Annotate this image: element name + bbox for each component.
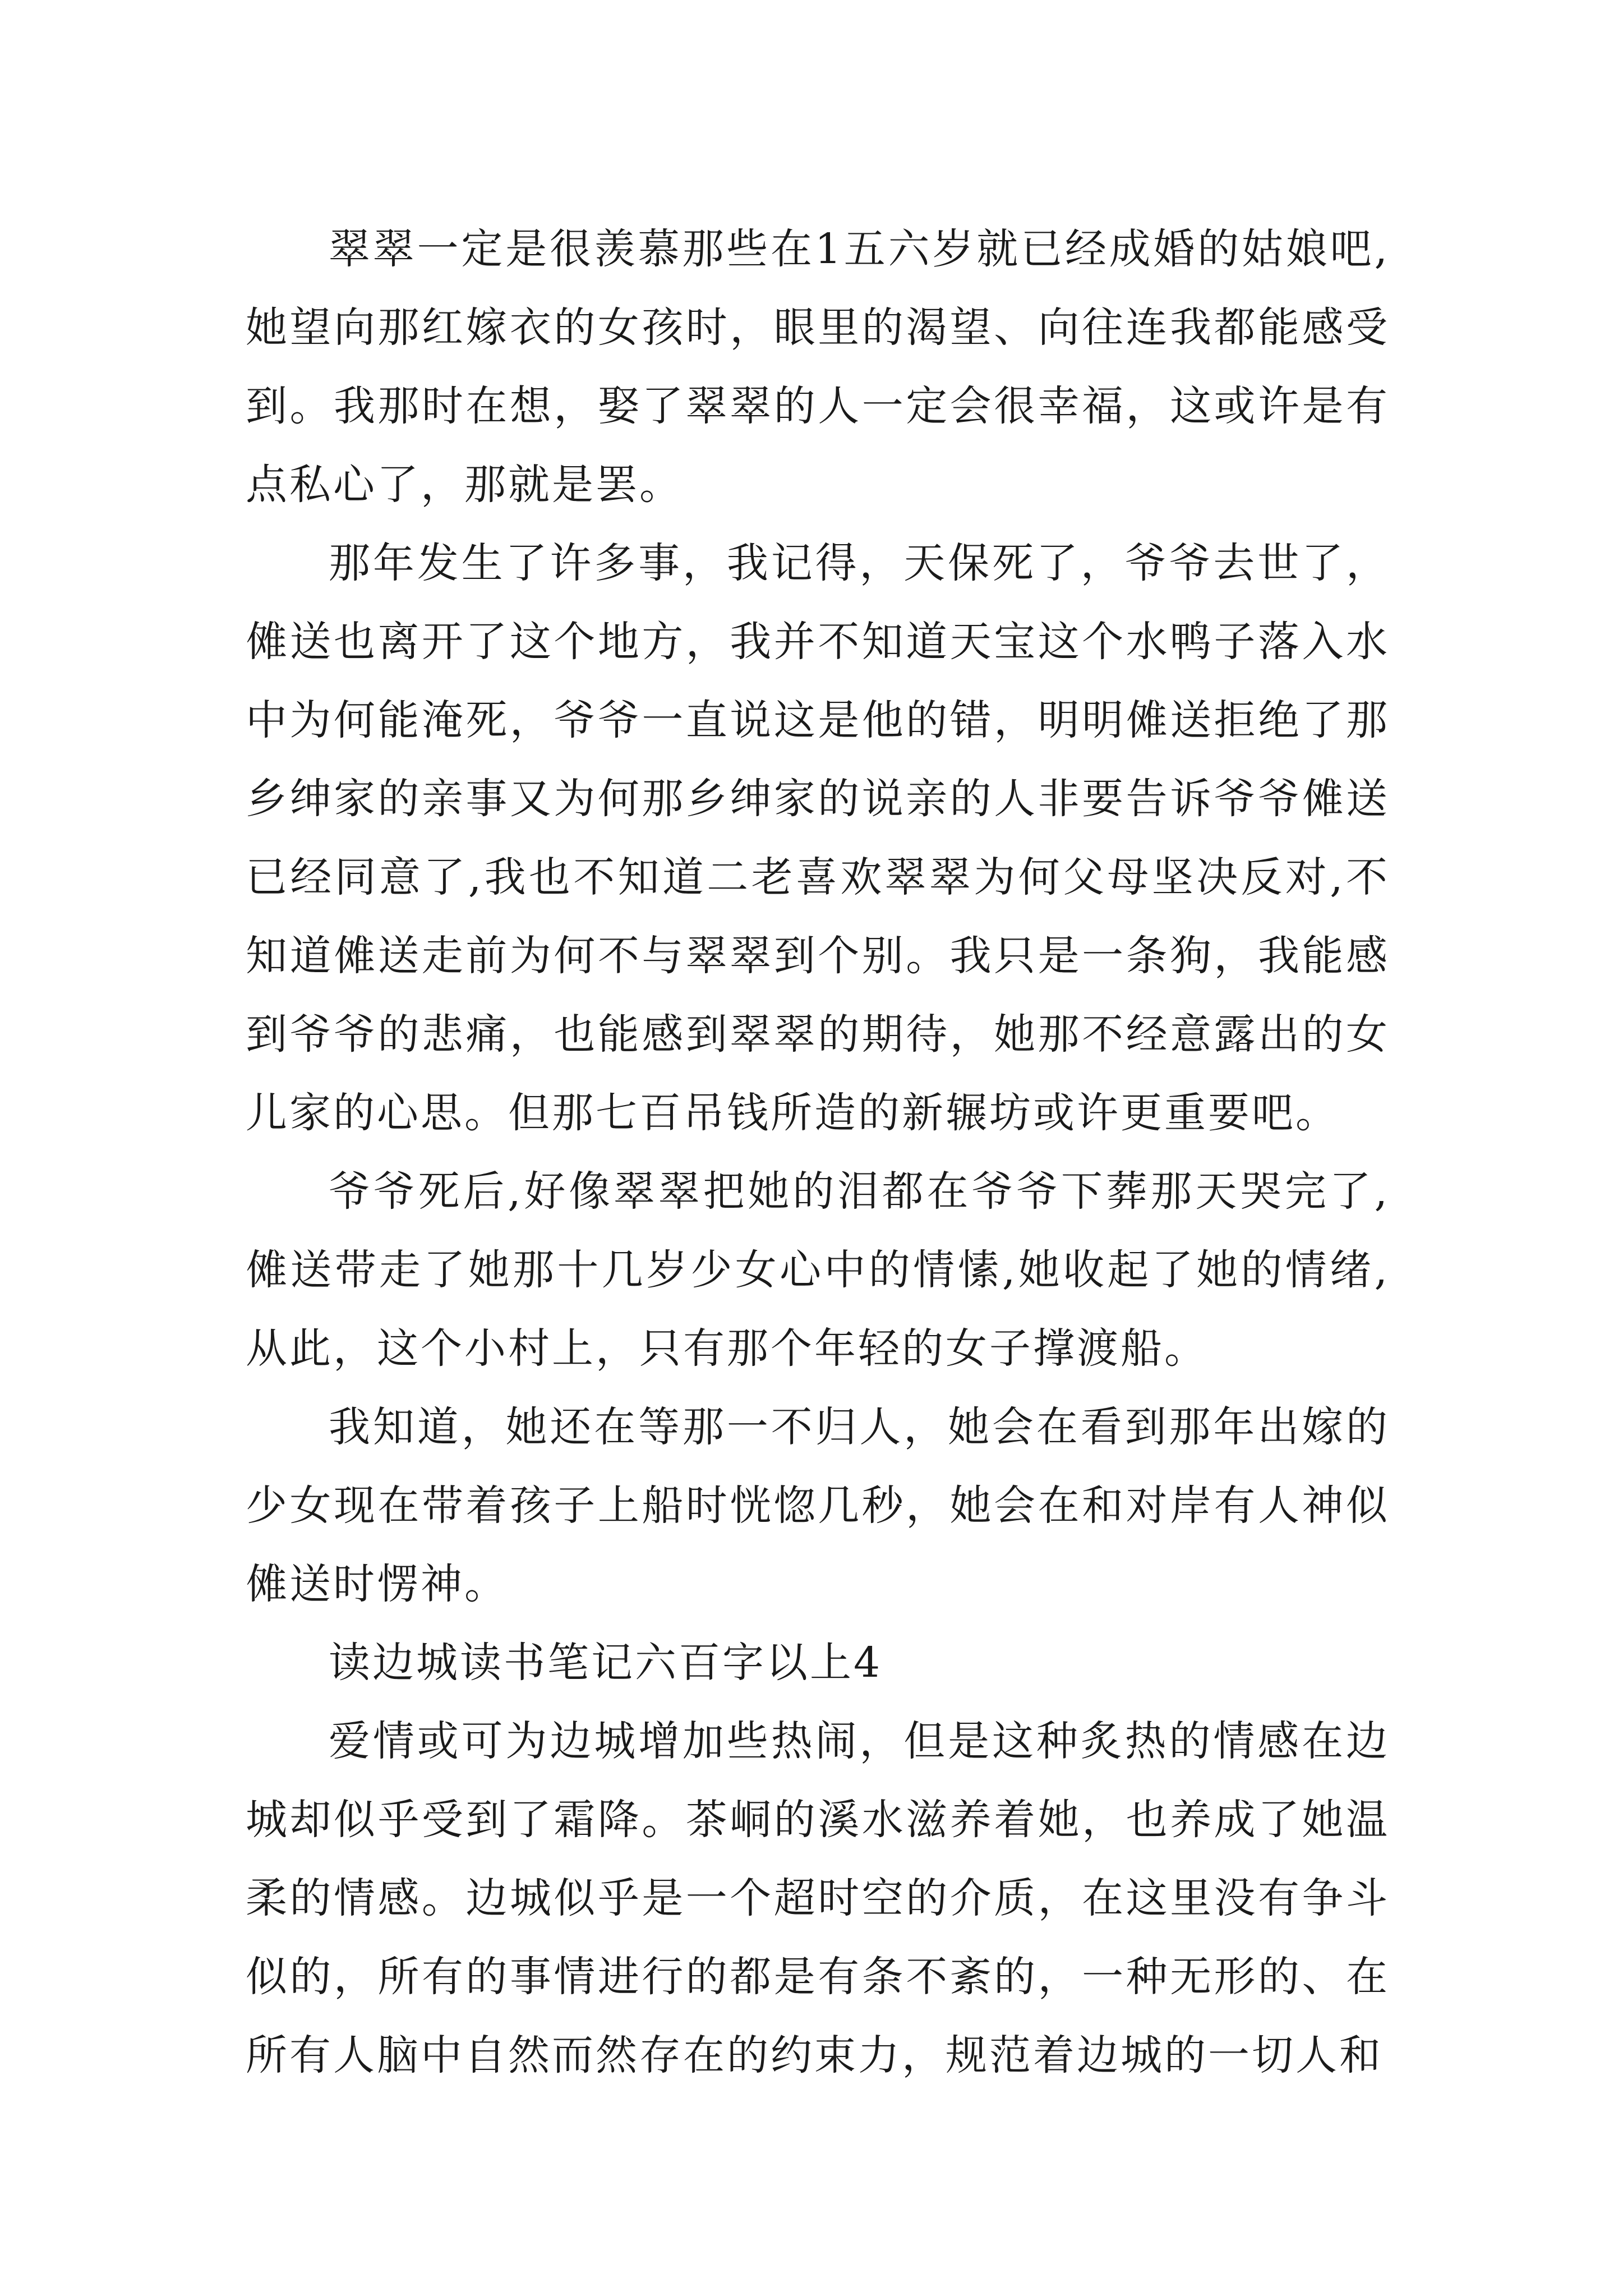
paragraph: 翠翠一定是很羡慕那些在1五六岁就已经成婚的姑娘吧,她望向那红嫁衣的女孩时，眼里的渴望、向往连我都能感受到。我那时在想，娶了翠翠的人一定会很幸福，这或许是有点私心了，那就是罢。 <box>246 225 1390 509</box>
paragraph: 爱情或可为边城增加些热闹，但是这种炙热的情感在边城却似乎受到了霜降。茶峒的溪水滋养着她，也养成了她温柔的情感。边城似乎是一个超时空的介质，在这里没有争斗似的，所有的事情进行的都是有条不紊的，一种无形的、在所有人脑中自然而然存在的约束力，规范着边城的一切人和 <box>246 1717 1390 2079</box>
paragraph: 那年发生了许多事，我记得，天保死了，爷爷去世了，傩送也离开了这个地方，我并不知道天宝这个水鸭子落入水中为何能淹死，爷爷一直说这是他的错，明明傩送拒绝了那乡绅家的亲事又为何那乡绅家的说亲的人非要告诉爷爷傩送已经同意了,我也不知道二老喜欢翠翠为何父母坚决反对,不知道傩送走前为何不与翠翠到个别。我只是一条狗，我能感到爷爷的悲痛，也能感到翠翠的期待，她那不经意露出的女儿家的心思。但那七百吊钱所造的新辗坊或许更重要吧。 <box>246 539 1390 1137</box>
paragraph: 我知道，她还在等那一不归人，她会在看到那年出嫁的少女现在带着孩子上船时恍惚几秒，她会在和对岸有人神似傩送时愣神。 <box>246 1403 1390 1608</box>
paragraph: 爷爷死后,好像翠翠把她的泪都在爷爷下葬那天哭完了,傩送带走了她那十几岁少女心中的情愫,她收起了她的情绪,从此，这个小村上，只有那个年轻的女子撑渡船。 <box>246 1167 1390 1373</box>
body-text <box>246 210 1390 2095</box>
section-heading: 读边城读书笔记六百字以上4 <box>329 1639 883 1687</box>
